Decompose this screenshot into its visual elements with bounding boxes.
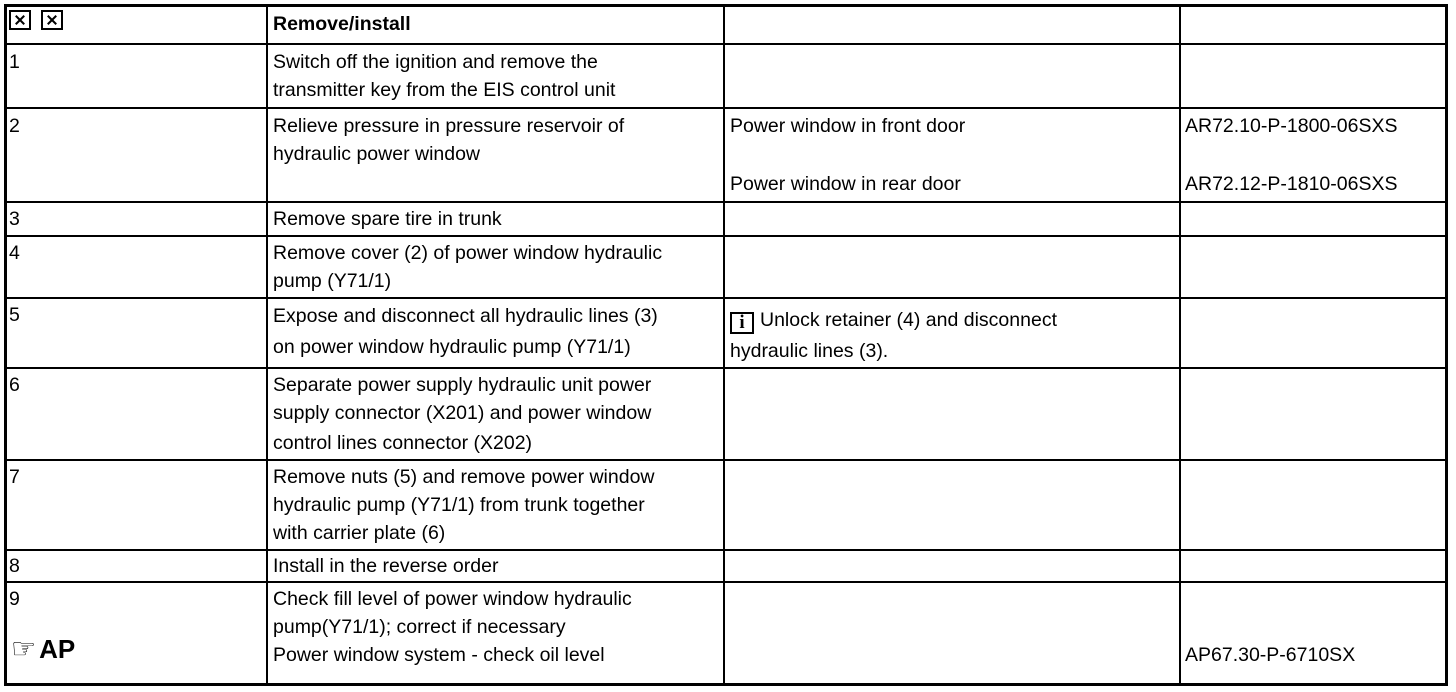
- step-number: [7, 237, 268, 297]
- step-text-line: control lines connector (X202): [273, 432, 533, 454]
- step-note: [725, 203, 1181, 235]
- step-instruction: [268, 109, 725, 201]
- step-note: [725, 109, 1181, 201]
- table-row: [7, 109, 1445, 203]
- step-note: [725, 237, 1181, 297]
- step-number-text: 3: [9, 208, 20, 230]
- step-number-text: 2: [9, 115, 20, 137]
- step-number: [7, 461, 268, 549]
- step-text-line: Relieve pressure in pressure reservoir of: [273, 115, 625, 137]
- step-text-line: Separate power supply hydraulic unit power: [273, 374, 652, 396]
- info-icon[interactable]: i: [730, 312, 754, 334]
- step-instruction: [268, 551, 725, 581]
- step-number: [7, 45, 268, 107]
- step-reference: [1181, 237, 1445, 297]
- header-empty-cell: [1181, 7, 1445, 43]
- table-row: [7, 299, 1445, 369]
- step-number-text: 7: [9, 466, 20, 488]
- pointing-hand-icon: ☞: [11, 633, 37, 664]
- step-text-line: pump(Y71/1); correct if necessary: [273, 616, 566, 638]
- step-number: [7, 299, 268, 367]
- step-note: [725, 369, 1181, 459]
- step-number: [7, 203, 268, 235]
- step-reference: [1181, 203, 1445, 235]
- table-row: [7, 461, 1445, 551]
- step-note: [725, 551, 1181, 581]
- step-text-line: on power window hydraulic pump (Y71/1): [273, 336, 631, 358]
- step-number-text: 4: [9, 242, 20, 264]
- header-icons-cell: [7, 7, 268, 43]
- step-reference: [1181, 45, 1445, 107]
- step-instruction: [268, 369, 725, 459]
- header-title: [268, 7, 725, 43]
- step-note: [725, 461, 1181, 549]
- step-text-line: Check fill level of power window hydraulic: [273, 588, 632, 610]
- step-instruction: [268, 583, 725, 683]
- step-instruction: [268, 237, 725, 297]
- step-text-line: Switch off the ignition and remove the: [273, 51, 598, 73]
- step-number: [7, 109, 268, 201]
- table-row: [7, 45, 1445, 109]
- reference-link[interactable]: AP67.30-P-6710SX: [1185, 644, 1356, 666]
- step-reference: [1181, 461, 1445, 549]
- step-instruction: [268, 299, 725, 367]
- header-empty-cell: [725, 7, 1181, 43]
- step-text-line: Remove nuts (5) and remove power window: [273, 466, 655, 488]
- note-line: [730, 305, 1179, 336]
- step-text-line: Expose and disconnect all hydraulic lines (3): [273, 305, 658, 327]
- step-number-text: 1: [9, 51, 20, 73]
- table-header-row: [7, 7, 1445, 45]
- step-number: [7, 369, 268, 459]
- step-link-text[interactable]: Power window system - check oil level: [273, 644, 605, 666]
- step-reference: [1181, 369, 1445, 459]
- step-text-line: transmitter key from the EIS control unit: [273, 79, 616, 101]
- note-text: Unlock retainer (4) and disconnect: [760, 309, 1057, 331]
- header-title-text: Remove/install: [273, 13, 411, 35]
- note-rear-door: Power window in rear door: [730, 173, 961, 195]
- step-number: [7, 583, 268, 683]
- note-text: hydraulic lines (3).: [730, 340, 889, 362]
- table-row: [7, 203, 1445, 237]
- step-instruction: [268, 45, 725, 107]
- table-row: [7, 237, 1445, 299]
- step-text-line: hydraulic pump (Y71/1) from trunk together: [273, 494, 645, 516]
- step-number-text: 9: [9, 588, 20, 610]
- step-note: [725, 299, 1181, 367]
- step-note: [725, 45, 1181, 107]
- table-row: [7, 551, 1445, 583]
- step-number-text: 6: [9, 374, 20, 396]
- step-number-text: 5: [9, 304, 20, 326]
- step-instruction: [268, 461, 725, 549]
- step-text-line: pump (Y71/1): [273, 270, 392, 292]
- step-note: [725, 583, 1181, 683]
- step-text-line: supply connector (X201) and power window: [273, 402, 652, 424]
- step-number: [7, 551, 268, 581]
- procedure-table: [4, 4, 1448, 686]
- note-front-door: Power window in front door: [730, 115, 966, 137]
- ap-label: AP: [39, 634, 76, 664]
- step-text-line: hydraulic power window: [273, 143, 481, 165]
- step-text-line: with carrier plate (6): [273, 522, 446, 544]
- reference-link[interactable]: AR72.12-P-1810-06SXS: [1185, 173, 1398, 195]
- step-reference: [1181, 551, 1445, 581]
- step-instruction: [268, 203, 725, 235]
- ap-link[interactable]: [11, 635, 75, 663]
- table-row: [7, 369, 1445, 461]
- collapse-icon[interactable]: [41, 10, 63, 30]
- table-row: [7, 583, 1445, 683]
- step-reference: [1181, 109, 1445, 201]
- reference-link[interactable]: AR72.10-P-1800-06SXS: [1185, 115, 1398, 137]
- expand-icon[interactable]: [9, 10, 31, 30]
- step-text-line: Remove cover (2) of power window hydraulic: [273, 242, 663, 264]
- step-reference: [1181, 299, 1445, 367]
- step-text-line: Remove spare tire in trunk: [273, 208, 502, 230]
- step-number-text: 8: [9, 555, 20, 577]
- step-text-line: Install in the reverse order: [273, 555, 499, 577]
- step-reference: [1181, 583, 1445, 683]
